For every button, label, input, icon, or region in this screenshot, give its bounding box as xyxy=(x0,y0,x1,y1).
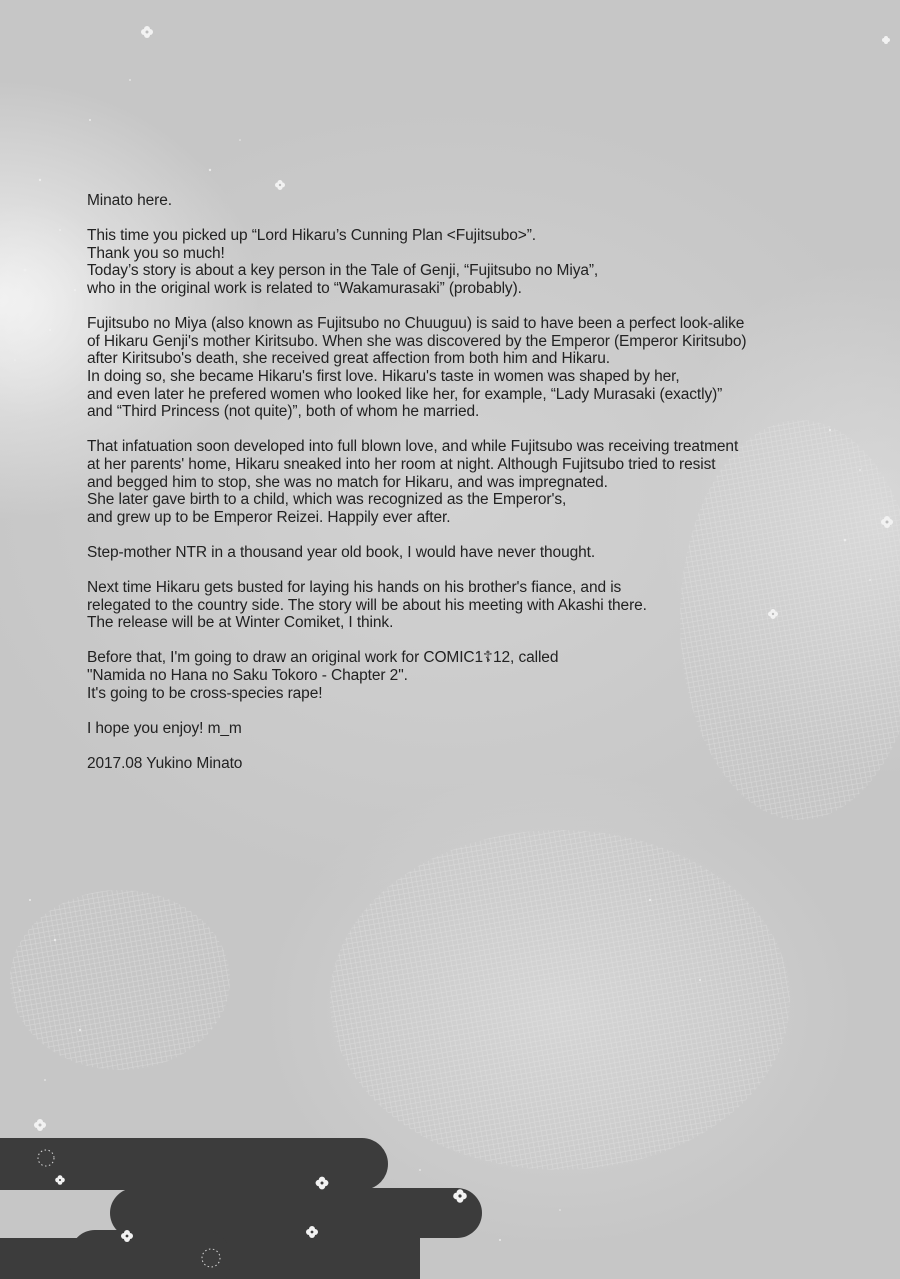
intro-paragraph xyxy=(87,227,807,297)
story-paragraph xyxy=(87,438,807,526)
background-line: and even later he prefered women who looked like her, for example, “Lady Murasaki (exactly)” xyxy=(87,385,723,403)
closing-paragraph xyxy=(87,720,807,738)
original-work-line: "Namida no Hana no Saku Tokoro - Chapter 2". xyxy=(87,667,408,685)
afterword-text xyxy=(87,192,807,773)
intro-line: Thank you so much! xyxy=(87,244,225,262)
intro-line: Today’s story is about a key person in the Tale of Genji, “Fujitsubo no Miya”, xyxy=(87,262,599,280)
story-line: and grew up to be Emperor Reizei. Happily ever after. xyxy=(87,508,451,526)
signature-line: 2017.08 Yukino Minato xyxy=(87,755,243,772)
next-time-line: relegated to the country side. The story will be about his meeting with Akashi there. xyxy=(87,596,647,614)
story-line: and begged him to stop, she was no match for Hikaru, and was impregnated. xyxy=(87,473,608,491)
aside-line: Step-mother NTR in a thousand year old book, I would have never thought. xyxy=(87,543,596,561)
background-line: of Hikaru Genji's mother Kiritsubo. When she was discovered by the Emperor (Emperor Kiritsubo) xyxy=(87,332,747,350)
original-work-paragraph xyxy=(87,649,807,702)
closing-line: I hope you enjoy! m_m xyxy=(87,719,242,737)
intro-line: This time you picked up “Lord Hikaru’s Cunning Plan <Fujitsubo>”. xyxy=(87,227,536,245)
next-time-paragraph xyxy=(87,579,807,632)
next-time-line: The release will be at Winter Comiket, I think. xyxy=(87,614,394,632)
story-line: at her parents' home, Hikaru sneaked into her room at night. Although Fujitsubo tried to resist xyxy=(87,455,716,473)
intro-line: who in the original work is related to “Wakamurasaki” (probably). xyxy=(87,279,522,297)
greeting-line: Minato here. xyxy=(87,192,172,209)
background-line: In doing so, she became Hikaru's first love. Hikaru's taste in women was shaped by her, xyxy=(87,367,680,385)
original-work-line: It's going to be cross-species rape! xyxy=(87,684,323,702)
story-line: That infatuation soon developed into full blown love, and while Fujitsubo was receiving treatment xyxy=(87,438,739,456)
cloud-band xyxy=(0,1138,482,1279)
original-work-line: Before that, I'm going to draw an original work for COMIC1☦12, called xyxy=(87,649,559,667)
background-line: Fujitsubo no Miya (also known as Fujitsubo no Chuuguu) is said to have been a perfect look-alike xyxy=(87,315,745,333)
background-paragraph xyxy=(87,315,807,421)
story-line: She later gave birth to a child, which was recognized as the Emperor's, xyxy=(87,491,567,509)
signature xyxy=(87,755,807,773)
next-time-line: Next time Hikaru gets busted for laying his hands on his brother's fiance, and is xyxy=(87,579,622,597)
background-line: and “Third Princess (not quite)”, both of whom he married. xyxy=(87,403,480,421)
aside-paragraph xyxy=(87,544,807,562)
greeting xyxy=(87,192,807,210)
background-line: after Kiritsubo's death, she received great affection from both him and Hikaru. xyxy=(87,350,610,368)
